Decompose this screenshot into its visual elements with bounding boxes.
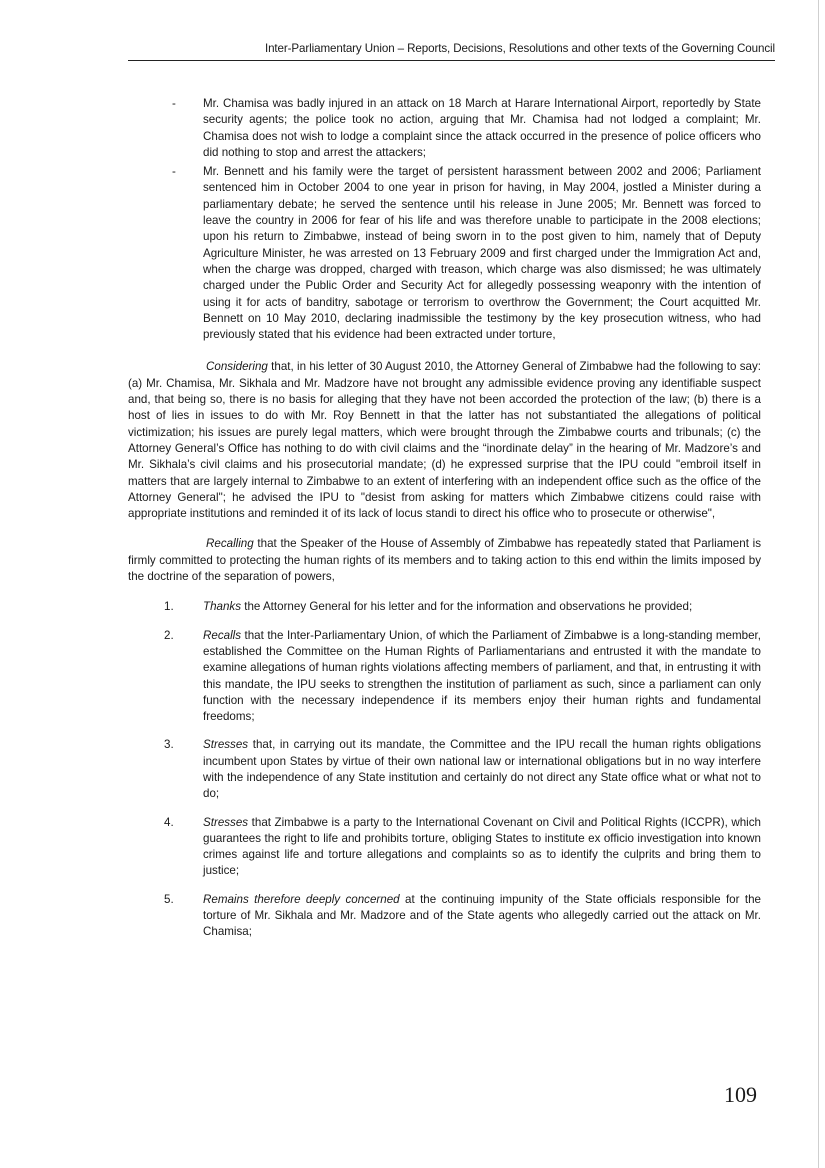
item-text: that the Inter-Parliamentary Union, of which the Parliament of Zimbabwe is a long-standing member, established the Committee on the Human Rights of Parliamentarians and entrusted it with the mandate to examine allegations of human rights violations affecting members of parliament, and that, in entrusting it with this mandate, the IPU seeks to strengthen the institution of parliament as such, since a parliament can only function with the necessary independence if its members enjoy their human rights and fundamental freedoms; [203,628,761,724]
considering-text: that, in his letter of 30 August 2010, the Attorney General of Zimbabwe had the following to say: (a) Mr. Chamisa, Mr. Sikhala and Mr. Madzore have not brought any admissible evidence proving any identifiable suspect and, that being so, there is no basis for alleging that they have not been accorded the protection of the law; (b) there is a host of lies in issues to do with Mr. Roy Bennett in that the latter has not substantiated the allegations of political victimization; his issues are purely legal matters, which were brought through the Zimbabwe courts and tribunals; (c) the Attorney General’s Office has nothing to do with civil claims and the “inordinate delay” in the hearing of Mr. Madzore’s and Mr. Sikhala’s civil claims and his prosecutorial mandate; (d) he expressed surprise that the IPU could "embroil itself in matters that are largely internal to Zimbabwe to an extent of interfering with an independent office such as the office of the Attorney General"; he advised the IPU to "desist from asking for matters which Zimbabwe citizens could raise with appropriate institutions and reminded it of its lack of locus standi to direct his office who to prosecute or otherwise", [128,360,761,521]
bullet-marker: - [172,97,176,110]
bullet-item [128,96,761,161]
header-rule [128,60,775,61]
numbered-item [128,892,761,941]
item-number: 4. [164,815,174,829]
item-text: at the continuing impunity of the State officials responsible for the torture of Mr. Sikhala and Mr. Madzore and of the State agents who allegedly carried out the attack on Mr. Chamisa; [203,892,761,939]
document-body [128,96,761,941]
bullet-item [128,164,761,343]
page-number: 109 [724,1082,757,1107]
item-text: that Zimbabwe is a party to the International Covenant on Civil and Political Rights (ICCPR), which guarantees the right to life and prohibits torture, obliging States to institute ex officio investigation into known crimes against life and torture allegations and complaints so as to identify the culprits and bring them to justice; [203,815,761,878]
numbered-item [128,599,761,615]
item-lead: Remains therefore deeply concerned [203,892,400,906]
numbered-item [128,628,761,726]
recalling-text: that the Speaker of the House of Assembly of Zimbabwe has repeatedly stated that Parliament is firmly committed to protecting the human rights of its members and to taking action to this end within the limits imposed by the doctrine of the separation of powers, [128,537,761,584]
running-header [128,42,775,55]
item-number: 3. [164,738,174,752]
numbered-item [128,737,761,802]
bullet-text: Mr. Chamisa was badly injured in an attack on 18 March at Harare International Airport, reportedly by State security agents; the police took no action, arguing that Mr. Chamisa had not lodged a complaint; Mr. Chamisa does not wish to lodge a complaint since the attack occurred in the presence of police officers who did nothing to stop and arrest the attackers; [203,97,761,159]
item-lead: Stresses [203,738,249,752]
bullet-text: Mr. Bennett and his family were the target of persistent harassment between 2002 and 2006; Parliament sentenced him in October 2004 to one year in prison for having, in May 2004, jostled a Minister during a parliamentary debate; he served the sentence until his release in June 2005; Mr. Bennett was forced to leave the country in 2006 for fear of his life and was therefore unable to participate in the 2008 elections; upon his return to Zimbabwe, instead of being sworn in to the post given to him, namely that of Deputy Agriculture Minister, he was arrested on 13 February 2009 and first charged under the Immigration Act and, when the charge was dropped, charged with treason, which charge was also dismissed; he was ultimately charged under the Public Order and Security Act for allegedly possessing weaponry with the intention of using it for acts of banditry, sabotage or terrorism to overthrow the Government; the Court acquitted Mr. Bennett on 10 May 2010, declaring inadmissible the testimony by the key prosecution witness, who had previously stated that his evidence had been extracted under torture, [203,165,761,342]
item-number: 5. [164,892,174,906]
item-text: that, in carrying out its mandate, the Committee and the IPU recall the human rights obligations incumbent upon States by virtue of their own national law or international obligations but in no way interfere with the independence of any State institution and certainly do not direct any State office what or what not to do; [203,738,761,801]
item-text: the Attorney General for his letter and for the information and observations he provided; [241,600,693,614]
item-lead: Thanks [203,600,242,614]
recalling-lead: Recalling [206,537,254,551]
bullet-marker: - [172,165,176,179]
considering-paragraph [128,359,761,522]
running-title: Inter-Parliamentary Union – Reports, Decisions, Resolutions and other texts of the Governing Council [264,42,775,55]
page-edge [818,0,819,1168]
item-number: 1. [164,600,174,614]
recalling-paragraph [128,536,761,585]
item-lead: Stresses [203,815,249,829]
item-number: 2. [164,628,174,642]
item-lead: Recalls [203,628,242,642]
numbered-item [128,815,761,880]
considering-lead: Considering [206,360,268,374]
